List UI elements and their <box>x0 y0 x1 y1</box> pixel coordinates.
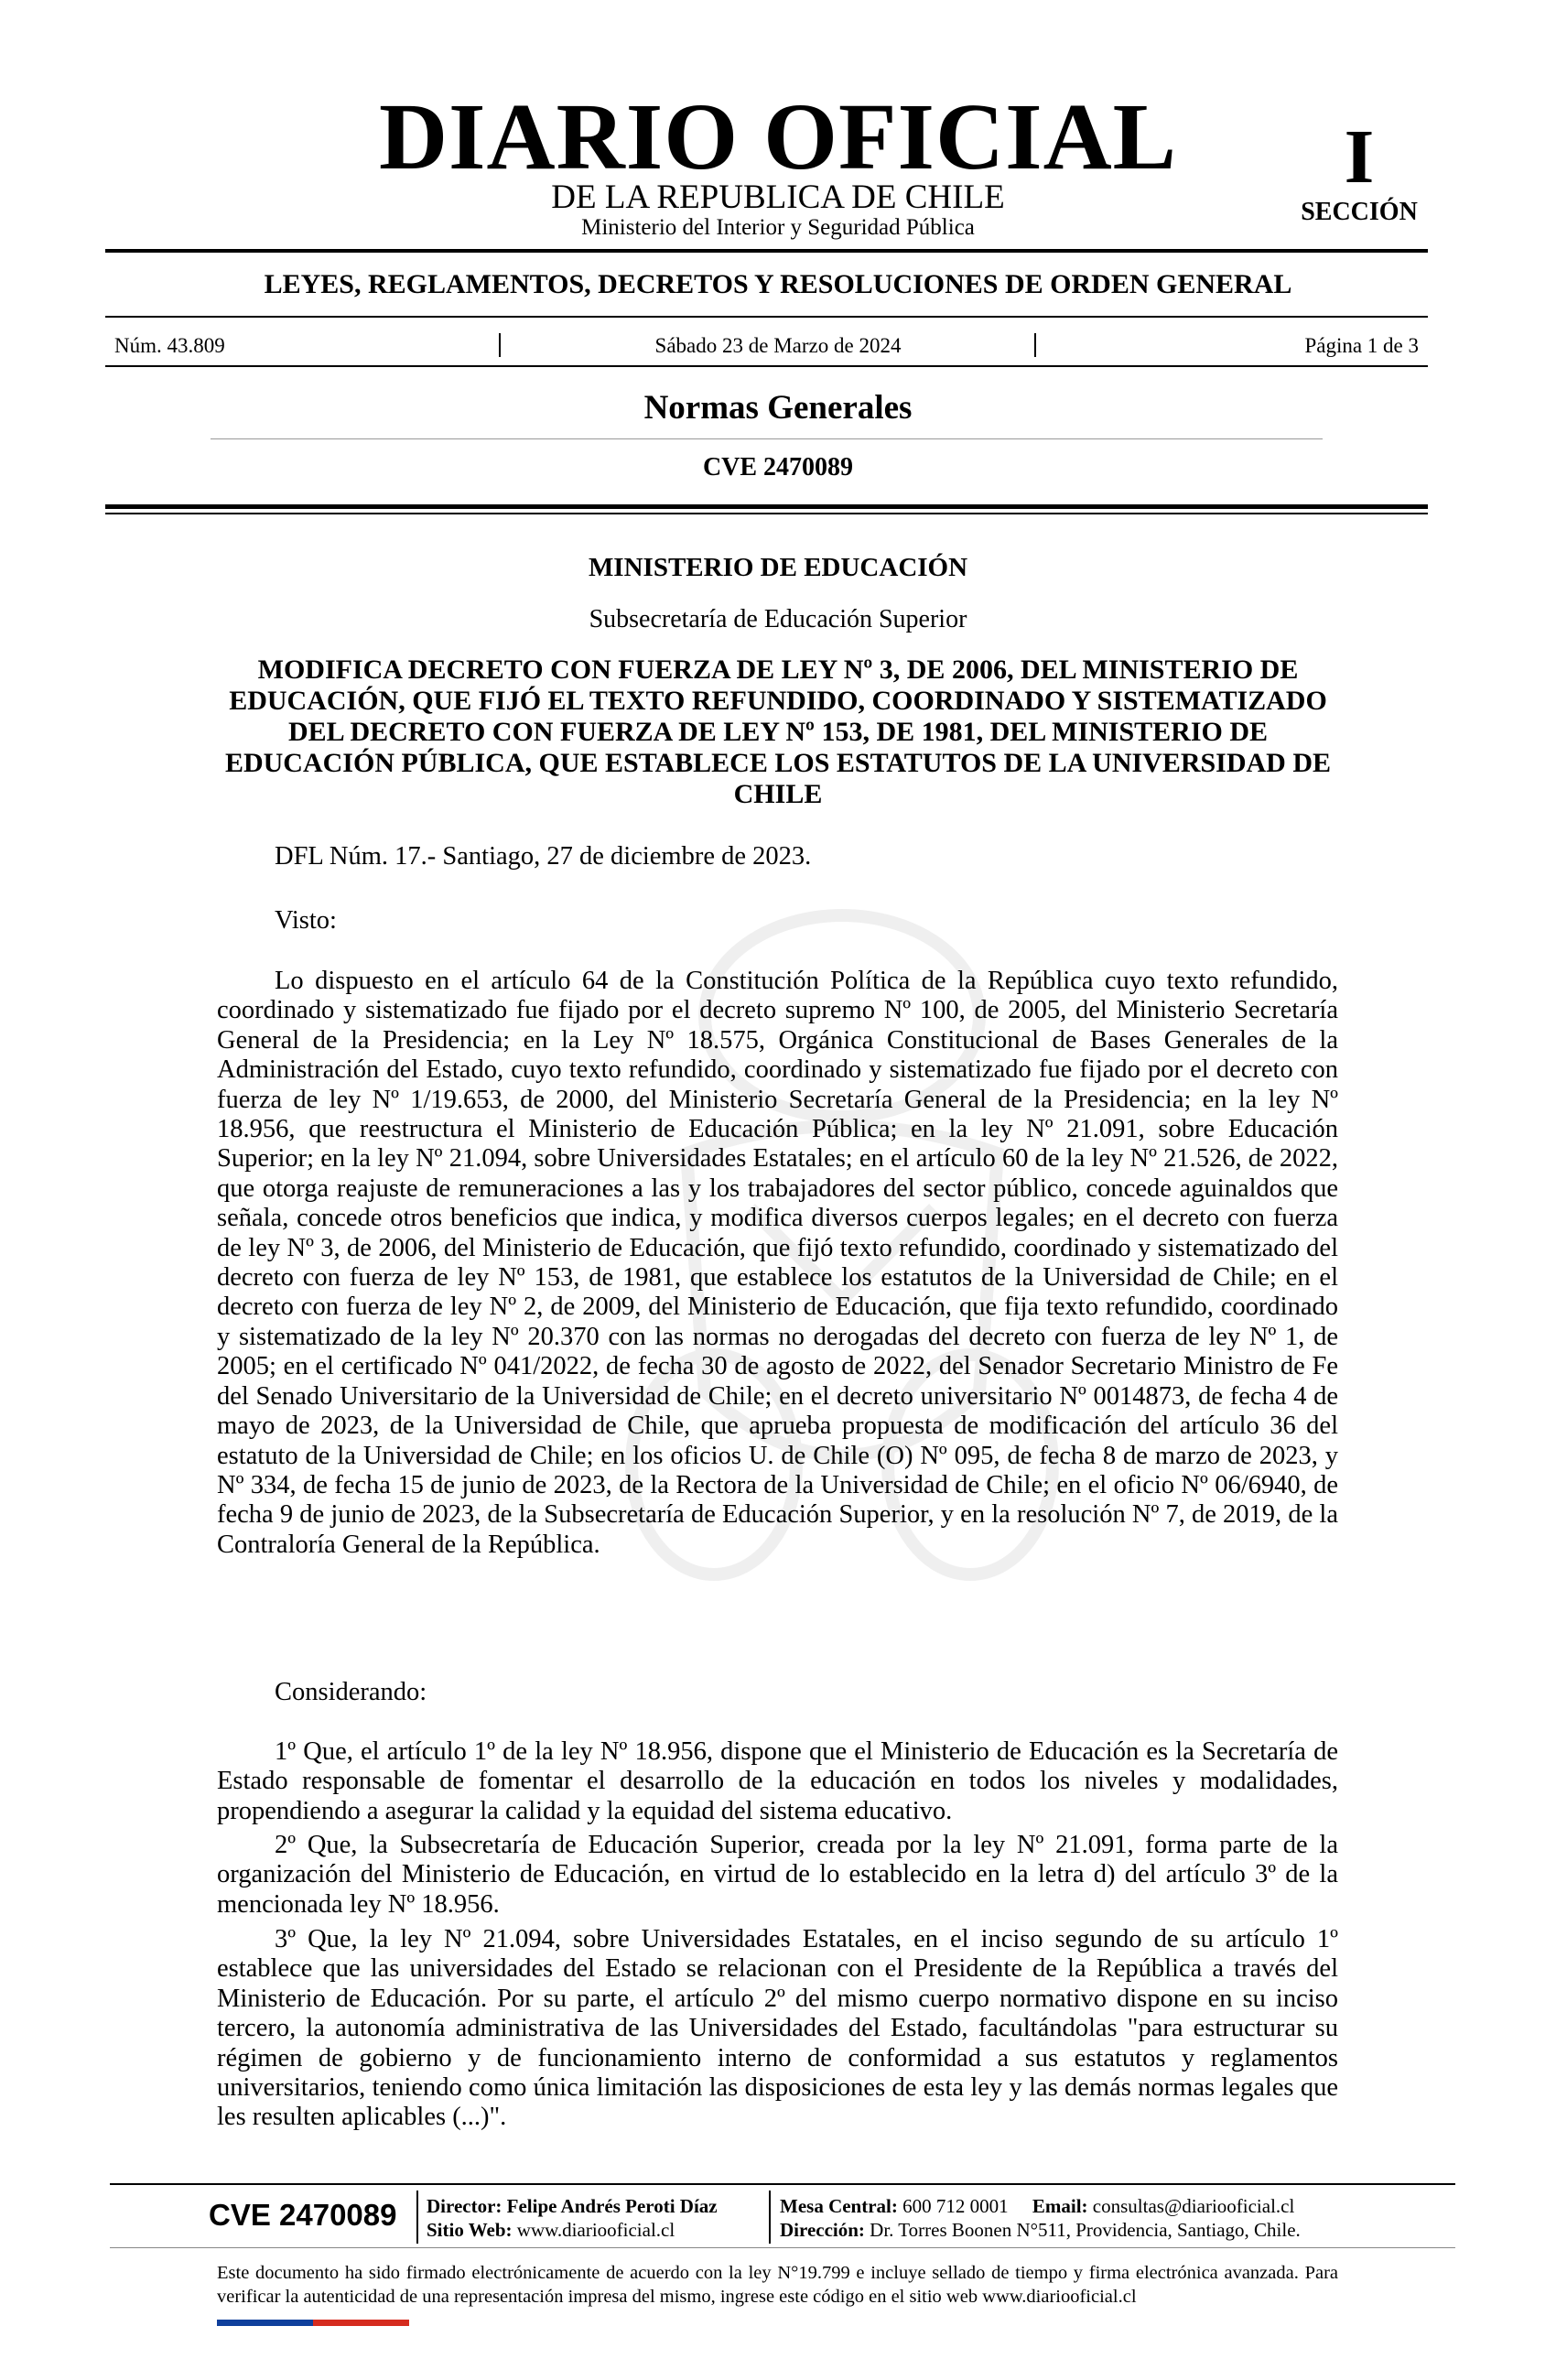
footer-divider <box>769 2191 771 2244</box>
cve-code: CVE 2470089 <box>702 453 854 481</box>
dfl-line: DFL Núm. 17.- Santiago, 27 de diciembre de 2023. <box>275 842 812 871</box>
footer-top-rule <box>110 2183 1455 2185</box>
section-title-rule <box>211 438 1323 439</box>
document-ministry: MINISTERIO DE EDUCACIÓN <box>588 553 968 582</box>
document-subsecretaria: Subsecretaría de Educación Superior <box>589 605 967 633</box>
issue-number: Núm. 43.809 <box>114 334 225 357</box>
footer-bottom-rule <box>110 2247 1455 2248</box>
cve-rule-thin <box>105 513 1428 514</box>
address-label: Dirección: <box>780 2219 865 2241</box>
issue-page: Página 1 de 3 <box>1304 334 1419 357</box>
newspaper-ministry: Ministerio del Interior y Seguridad Pública <box>581 215 975 240</box>
section-title: Normas Generales <box>643 389 913 427</box>
flag-stripe-blue <box>217 2320 313 2326</box>
section-numeral: I <box>1344 114 1375 200</box>
director-name: Felipe Andrés Peroti Díaz <box>506 2195 718 2217</box>
visto-label: Visto: <box>275 906 337 935</box>
newspaper-title: DIARIO OFICIAL <box>378 84 1178 189</box>
footer-divider <box>416 2191 418 2244</box>
mesa-phone: 600 712 0001 <box>902 2195 1009 2217</box>
flag-stripe-red <box>313 2320 409 2326</box>
masthead-rule <box>105 249 1428 253</box>
section-label: SECCIÓN <box>1301 198 1418 226</box>
considerando-2: 2º Que, la Subsecretaría de Educación Superior, creada por la ley Nº 21.091, forma parte de la organización del Ministerio de Educación, en virtud de lo establecido en la letra d) del artículo 3º de la mencionada ley Nº 18.956. <box>217 1831 1338 1919</box>
footer-contact <box>780 2194 1294 2218</box>
footer-address <box>780 2218 1301 2242</box>
newspaper-subtitle: DE LA REPUBLICA DE CHILE <box>551 178 1005 216</box>
laws-rule <box>105 316 1428 318</box>
footer-director <box>427 2194 718 2218</box>
issue-rule <box>105 365 1428 367</box>
footer-site <box>427 2218 675 2242</box>
site-label: Sitio Web: <box>427 2219 513 2241</box>
visto-paragraph: Lo dispuesto en el artículo 64 de la Constitución Política de la República cuyo texto refundido, coordinado y sistematizado fue fijado por el decreto supremo Nº 100, de 2005, del Ministerio Secretaría General de la Presidencia; en la Ley Nº 18.575, Orgánica Constitucional de Bases Generales de la Administración del Estado, cuyo texto refundido, coordinado y sistematizado fue fijado por el decreto con fuerza de ley Nº 1/19.653, de 2000, del Ministerio Secretaría General de la Presidencia; en la ley Nº 18.956, que reestructura el Ministerio de Educación Pública; en la ley Nº 21.091, sobre Educación Superior; en la ley Nº 21.094, sobre Universidades Estatales; en el artículo 60 de la ley Nº 21.526, de 2022, que otorga reajuste de remuneraciones a las y los trabajadores del sector público, concede aguinaldos que señala, concede otros beneficios que indica, y modifica diversos cuerpos legales; en el decreto con fuerza de ley Nº 3, de 2006, del Ministerio de Educación, que fijó texto refundido, coordinado y sistematizado del decreto con fuerza de ley Nº 153, de 1981, que establece los estatutos de la Universidad de Chile; en el decreto con fuerza de ley Nº 2, de 2009, del Ministerio de Educación, que fija texto refundido, coordinado y sistematizado de la ley Nº 20.370 con las normas no derogadas del decreto con fuerza de ley Nº 1, de 2005; en el certificado Nº 041/2022, de fecha 30 de agosto de 2022, del Senador Secretario Ministro de Fe del Senado Universitario de la Universidad de Chile; en el decreto universitario Nº 0014873, de fecha 4 de mayo de 2023, de la Universidad de Chile, que aprueba propuesta de modificación del artículo 36 del estatuto de la Universidad de Chile; en los oficios U. de Chile (O) Nº 095, de fecha 8 de marzo de 2023, y Nº 334, de fecha 15 de junio de 2023, de la Rectora de la Universidad de Chile; en el oficio Nº 06/6940, de fecha 9 de junio de 2023, de la Subsecretaría de Educación Superior, y en la resolución Nº 7, de 2019, de la Contraloría General de la República. <box>217 967 1338 1559</box>
decree-title: MODIFICA DECRETO CON FUERZA DE LEY Nº 3, DE 2006, DEL MINISTERIO DE EDUCACIÓN, QUE FIJÓ EL TEXTO REFUNDIDO, COORDINADO Y SISTEMATIZADO DEL DECRETO CON FUERZA DE LEY Nº 153, DE 1981, DEL MINISTERIO DE EDUCACIÓN PÚBLICA, QUE ESTABLECE LOS ESTATUTOS DE LA UNIVERSIDAD DE CHILE <box>224 654 1332 809</box>
site-link[interactable]: www.diariooficial.cl <box>516 2219 675 2241</box>
email-link[interactable]: consultas@diariooficial.cl <box>1092 2195 1295 2217</box>
considerando-1: 1º Que, el artículo 1º de la ley Nº 18.956, dispone que el Ministerio de Educación es la Secretaría de Estado responsable de fomentar el desarrollo de la educación en todos los niveles y modalidades, propendiendo a asegurar la calidad y la equidad del sistema educativo. <box>217 1737 1338 1825</box>
footer-cve-code: CVE 2470089 <box>209 2198 397 2232</box>
cve-rule-thick <box>105 504 1428 509</box>
considerando-3: 3º Que, la ley Nº 21.094, sobre Universidades Estatales, en el inciso segundo de su artículo 1º establece que las universidades del Estado se relacionan con el Presidente de la República a través del Ministerio de Educación. Por su parte, el artículo 2º del mismo cuerpo normativo dispone en su inciso tercero, la autonomía administrativa de las Universidades del Estado, facultándolas "para estructurar su régimen de gobierno y de funcionamiento interno de conformidad a sus estatutos y reglamentos universitarios, teniendo como única limitación las disposiciones de esta ley y las demás normas legales que les resulten aplicables (...)". <box>217 1925 1338 2132</box>
address-value: Dr. Torres Boonen N°511, Providencia, Santiago, Chile. <box>870 2219 1301 2241</box>
issue-separator <box>1034 333 1036 357</box>
email-label: Email: <box>1032 2195 1088 2217</box>
issue-date: Sábado 23 de Marzo de 2024 <box>654 334 902 357</box>
laws-heading: LEYES, REGLAMENTOS, DECRETOS Y RESOLUCIONES DE ORDEN GENERAL <box>264 269 1292 299</box>
mesa-label: Mesa Central: <box>780 2195 898 2217</box>
director-label: Director: <box>427 2195 502 2217</box>
footer-verification-note: Este documento ha sido firmado electrónicamente de acuerdo con la ley N°19.799 e incluye sellado de tiempo y firma electrónica avanzada. Para verificar la autenticidad de una representación impresa del mismo, ingrese este código en el sitio web www.diariooficial.cl <box>217 2263 1338 2307</box>
considerando-label: Considerando: <box>275 1678 427 1706</box>
